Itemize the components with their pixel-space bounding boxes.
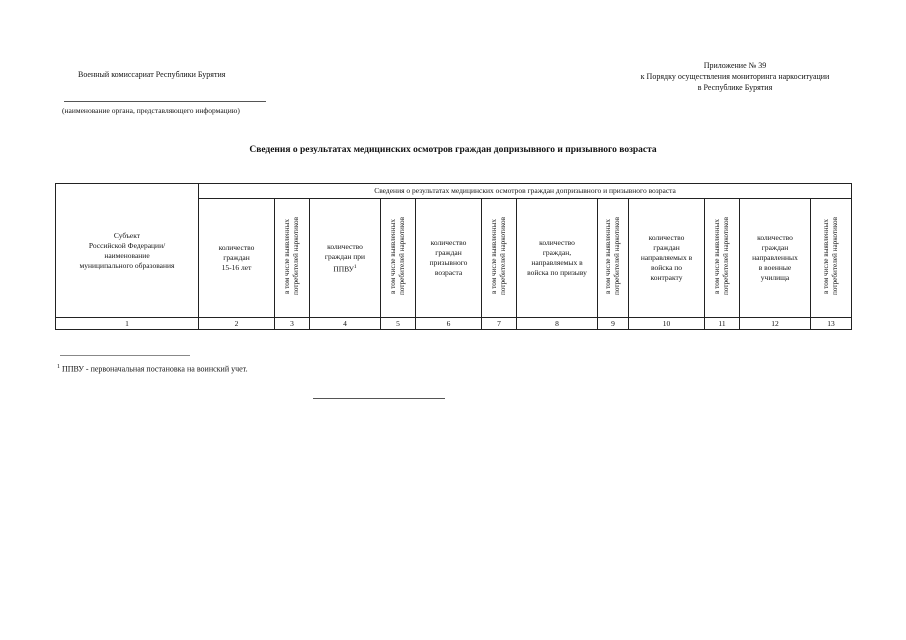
col-header-line: 15-16 лет [221, 263, 252, 272]
footnote [57, 364, 248, 374]
col-header-word: ППВУ [333, 264, 354, 274]
annex-number: Приложение № 39 [703, 61, 767, 70]
col-header-line: направляемых в [640, 253, 693, 262]
column-number: 2 [199, 318, 275, 330]
col-header-line: количество [757, 233, 793, 242]
col-header-line: граждан, [542, 248, 572, 257]
col-header-ppvu [310, 199, 381, 318]
vertical-header-text: в том числе выявленных потребителей наркотиков [604, 217, 621, 296]
col-header-line: количество [218, 243, 255, 252]
vertical-header-text: в том числе выявленных потребителей наркотиков [283, 217, 300, 296]
column-number: 7 [482, 318, 517, 330]
col-header-line: граждан при [324, 251, 366, 261]
col-header-drug-users [705, 199, 740, 318]
footnote-separator [60, 355, 190, 356]
report-table [55, 183, 852, 330]
annex-region: в Республике Бурятия [697, 83, 773, 92]
column-number: 12 [740, 318, 811, 330]
subject-header-line: муниципального образования [79, 260, 175, 270]
col-header-drug-users [482, 199, 517, 318]
col-header-line: граждан [761, 243, 789, 252]
column-number: 9 [598, 318, 629, 330]
footnote-text: ППВУ - первоначальная постановка на воинский учет. [62, 364, 248, 374]
col-header-line: войска по призыву [527, 268, 587, 277]
annex-block [600, 60, 870, 93]
organization-underline [64, 101, 266, 102]
col-header-line: возраста [434, 268, 463, 277]
subject-header-cell [56, 184, 199, 318]
subject-header-line: Субъект [113, 230, 141, 240]
column-number: 10 [629, 318, 705, 330]
col-header-line: граждан [653, 243, 680, 252]
col-header-line: направляемых в [531, 258, 583, 267]
col-header-line: в военные [758, 263, 792, 272]
col-header-line: количество [430, 238, 467, 247]
column-number: 4 [310, 318, 381, 330]
subject-header-line: Российской Федерации/ [88, 240, 166, 250]
col-header-15-16 [199, 199, 275, 318]
column-number: 3 [275, 318, 310, 330]
col-header-military-schools [740, 199, 811, 318]
col-header-line: призывного [429, 258, 468, 267]
group-header-cell: Сведения о результатах медицинских осмотров граждан допризывного и призывного возраста [199, 184, 852, 199]
column-number: 13 [811, 318, 852, 330]
col-header-draft [517, 199, 598, 318]
col-header-line: войска по [650, 263, 683, 272]
annex-reference: к Порядку осуществления мониторинга наркоситуации [640, 72, 830, 81]
organization-name: Военный комиссариат Республики Бурятия [78, 70, 226, 79]
column-number: 11 [705, 318, 740, 330]
vertical-header-text: в том числе выявленных потребителей наркотиков [822, 217, 840, 296]
subject-header-line: наименование [104, 250, 150, 260]
col-header-line: количество [648, 233, 685, 242]
footnote-mark: 1 [57, 364, 60, 370]
col-header-drug-users [381, 199, 416, 318]
column-number: 6 [416, 318, 482, 330]
col-header-conscription-age [416, 199, 482, 318]
column-number: 8 [517, 318, 598, 330]
col-header-contract [629, 199, 705, 318]
col-header-line: училища [760, 273, 790, 282]
vertical-header-text: в том числе выявленных потребителей наркотиков [389, 217, 406, 296]
column-number: 1 [56, 318, 199, 330]
vertical-header-text: в том числе выявленных потребителей наркотиков [490, 217, 507, 296]
col-header-drug-users [275, 199, 310, 318]
column-number: 5 [381, 318, 416, 330]
vertical-header-text: в том числе выявленных потребителей наркотиков [713, 217, 730, 296]
footnote-ref: 1 [353, 263, 357, 270]
col-header-line [310, 262, 380, 275]
organization-caption: (наименование органа, представляющего информацию) [62, 106, 240, 115]
col-header-line: количество [539, 238, 575, 247]
end-separator [313, 398, 445, 399]
col-header-drug-users [811, 199, 852, 318]
document-title: Сведения о результатах медицинских осмотров граждан допризывного и призывного возраста [249, 145, 657, 155]
col-header-line: количество [327, 241, 363, 251]
col-header-line: граждан [435, 248, 462, 257]
col-header-line: граждан [223, 253, 250, 262]
col-header-drug-users [598, 199, 629, 318]
col-header-line: контракту [650, 273, 683, 282]
col-header-line: направленных [752, 253, 798, 262]
